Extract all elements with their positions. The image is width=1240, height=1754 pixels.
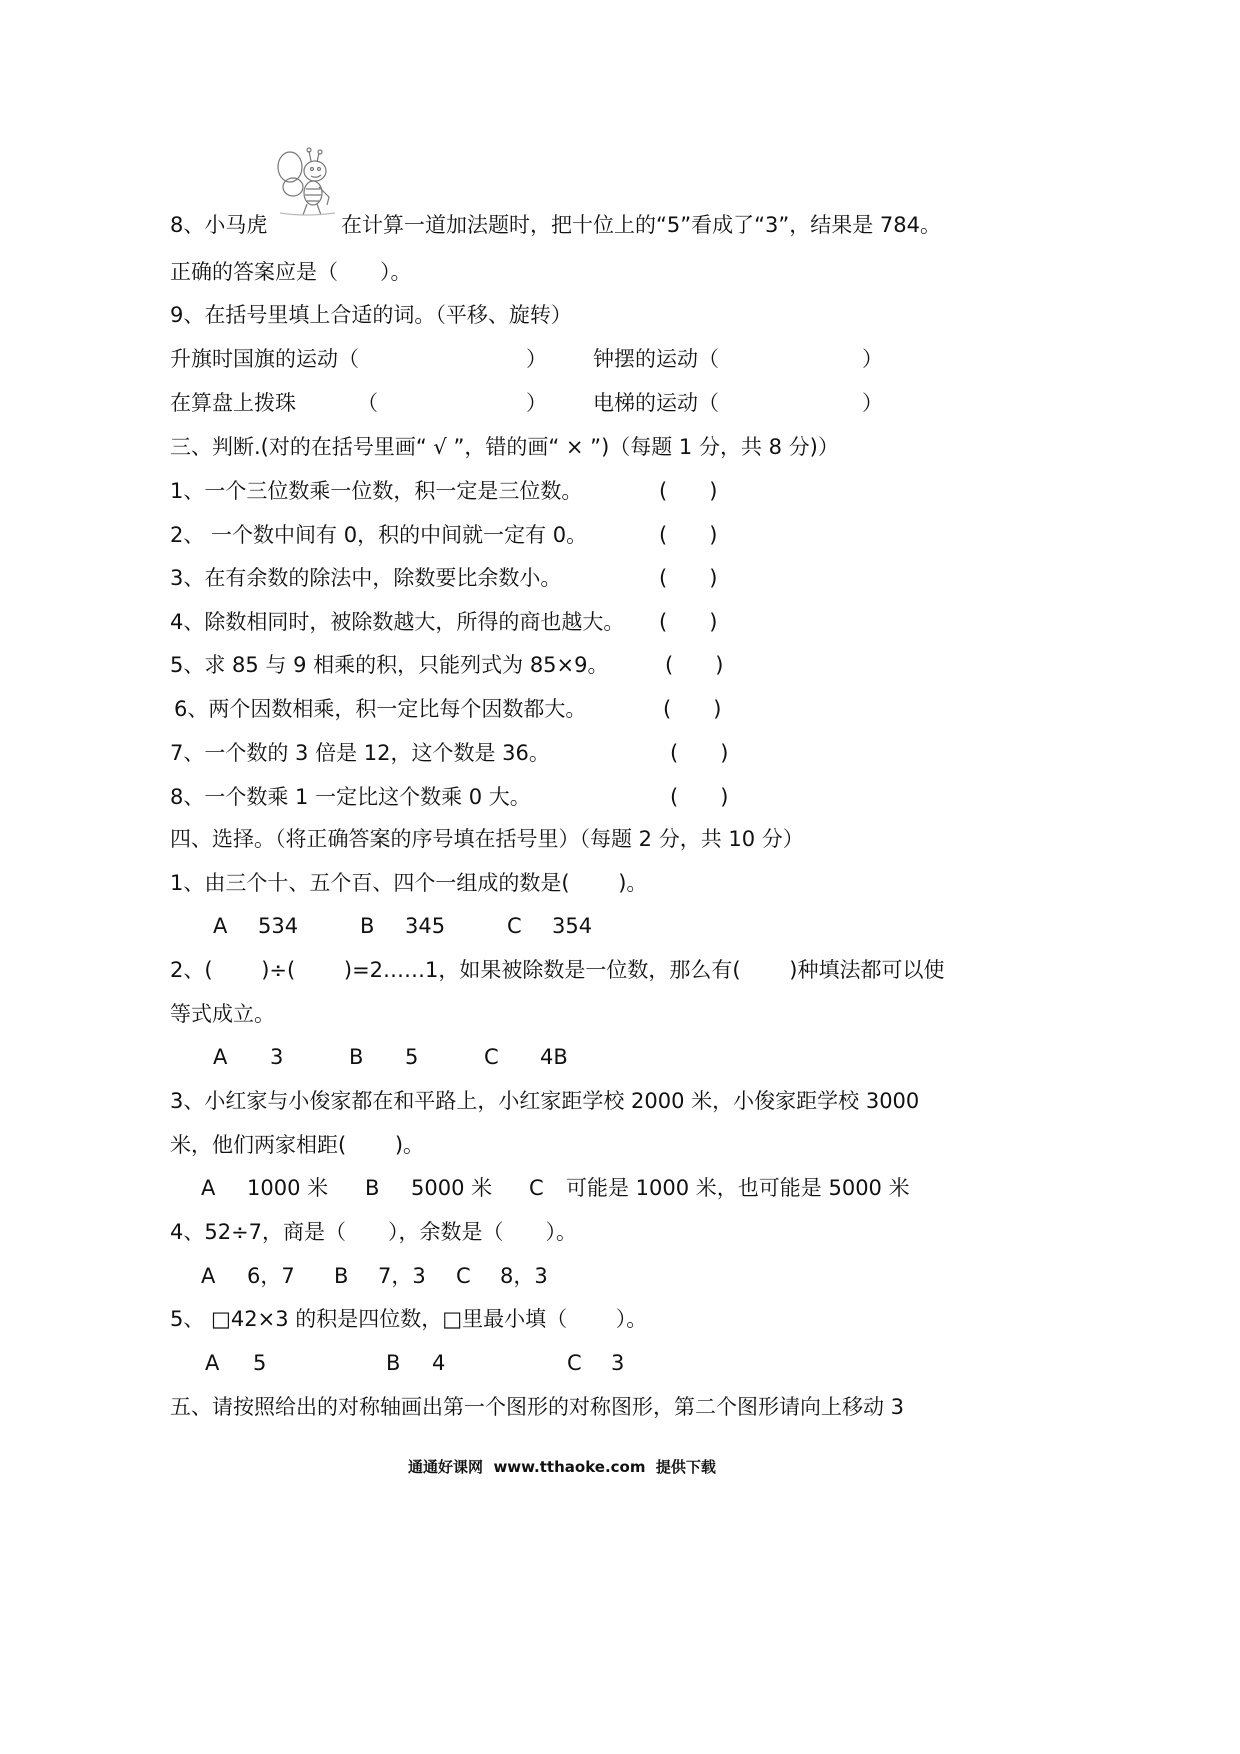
choice-q1-option-b-letter: B — [360, 914, 375, 938]
choice-q4-text: 4、52÷7，商是（ ），余数是（ ）。 — [170, 1220, 578, 1244]
choice-q4-option-c: 8，3 — [500, 1264, 548, 1288]
judge-item-4: 4、除数相同时，被除数越大，所得的商也越大。 — [170, 610, 625, 634]
page-footer: 通通好课网 www.tthaoke.com 提供下载 — [408, 1458, 716, 1476]
choice-q3-option-c-letter: C — [529, 1176, 544, 1200]
choice-q5-option-b-letter: B — [386, 1351, 401, 1375]
choice-q1-option-c: 354 — [552, 914, 593, 938]
choice-q2-option-c-letter: C — [484, 1045, 499, 1069]
choice-q3-text: 3、小红家与小俊家都在和平路上，小红家距学校 2000 米，小俊家距学校 3000 — [170, 1089, 920, 1113]
q9-item-elevator-close: ） — [862, 391, 883, 415]
choice-q4-option-b: 7，3 — [378, 1264, 426, 1288]
choice-q5-option-b: 4 — [432, 1351, 446, 1375]
choice-q2-option-b-letter: B — [349, 1045, 364, 1069]
choice-q2-text-2: 等式成立。 — [170, 1002, 275, 1026]
choice-q4-option-a: 6，7 — [247, 1264, 295, 1288]
q9-title: 9、在括号里填上合适的词。（平移、旋转） — [170, 303, 572, 327]
q9-item-abacus: 在算盘上拨珠 — [170, 391, 296, 415]
choice-q1-option-a: 534 — [258, 914, 299, 938]
choice-q3-option-a: 1000 米 — [247, 1176, 329, 1200]
judge-blank-5: ( ) — [665, 653, 724, 677]
q9-item-flag: 升旗时国旗的运动（ — [170, 347, 359, 371]
q8-label: 8、小马虎 — [170, 213, 268, 237]
judge-item-5: 5、求 85 与 9 相乘的积，只能列式为 85×9。 — [170, 653, 609, 677]
choice-q2-text: 2、( )÷( )=2……1，如果被除数是一位数，那么有( )种填法都可以使 — [170, 958, 945, 982]
judge-blank-4: ( ) — [659, 610, 718, 634]
choice-q5-option-c: 3 — [611, 1351, 625, 1375]
judge-item-1: 1、一个三位数乘一位数，积一定是三位数。 — [170, 479, 583, 503]
section5-title: 五、请按照给出的对称轴画出第一个图形的对称图形，第二个图形请向上移动 3 — [170, 1395, 905, 1419]
choice-q4-option-a-letter: A — [201, 1264, 216, 1288]
section3-title: 三、判断.(对的在括号里画“ √ ”，错的画“ × ”)（每题 1 分，共 8 分)） — [170, 435, 839, 459]
judge-blank-6: ( ) — [663, 697, 722, 721]
judge-blank-7: ( ) — [670, 741, 729, 765]
section4-title: 四、选择。（将正确答案的序号填在括号里）（每题 2 分，共 10 分） — [170, 827, 804, 851]
judge-blank-3: ( ) — [659, 566, 718, 590]
choice-q4-option-c-letter: C — [456, 1264, 471, 1288]
q9-item-elevator: 电梯的运动（ — [593, 391, 719, 415]
q9-item-abacus-close: ） — [526, 391, 547, 415]
judge-item-3: 3、在有余数的除法中，除数要比余数小。 — [170, 566, 562, 590]
judge-blank-1: ( ) — [659, 479, 718, 503]
choice-q2-option-c: 4B — [540, 1045, 568, 1069]
choice-q1-option-b: 345 — [405, 914, 446, 938]
choice-q4-option-b-letter: B — [334, 1264, 349, 1288]
choice-q1-option-a-letter: A — [213, 914, 228, 938]
q9-item-abacus-open: （ — [357, 391, 378, 415]
judge-item-2: 2、 一个数中间有 0，积的中间就一定有 0。 — [170, 523, 588, 547]
judge-item-8: 8、一个数乘 1 一定比这个数乘 0 大。 — [170, 785, 531, 809]
q8-line2: 正确的答案应是（ ）。 — [170, 260, 412, 284]
judge-item-7: 7、一个数的 3 倍是 12，这个数是 36。 — [170, 741, 550, 765]
choice-q2-option-a-letter: A — [213, 1045, 228, 1069]
judge-blank-2: ( ) — [659, 523, 718, 547]
bee-cartoon-image — [275, 147, 337, 219]
choice-q5-option-c-letter: C — [567, 1351, 582, 1375]
choice-q3-option-a-letter: A — [201, 1176, 216, 1200]
q9-item-pendulum-close: ） — [862, 347, 883, 371]
choice-q5-option-a: 5 — [253, 1351, 267, 1375]
judge-blank-8: ( ) — [670, 785, 729, 809]
choice-q2-option-b: 5 — [405, 1045, 419, 1069]
choice-q2-option-a: 3 — [270, 1045, 284, 1069]
choice-q5-text: 5、 □42×3 的积是四位数，□里最小填（ ）。 — [170, 1307, 648, 1331]
q9-item-flag-close: ） — [526, 347, 547, 371]
q8-text: 在计算一道加法题时，把十位上的“5”看成了“3”，结果是 784。 — [341, 213, 941, 237]
choice-q3-option-b-letter: B — [365, 1176, 380, 1200]
choice-q5-option-a-letter: A — [205, 1351, 220, 1375]
choice-q3-option-c: 可能是 1000 米，也可能是 5000 米 — [566, 1176, 910, 1200]
judge-item-6: 6、两个因数相乘，积一定比每个因数都大。 — [174, 697, 587, 721]
choice-q3-text-2: 米，他们两家相距( )。 — [170, 1133, 425, 1157]
choice-q1-option-c-letter: C — [507, 914, 522, 938]
choice-q3-option-b: 5000 米 — [411, 1176, 493, 1200]
choice-q1-text: 1、由三个十、五个百、四个一组成的数是( )。 — [170, 871, 648, 895]
q9-item-pendulum: 钟摆的运动（ — [593, 347, 719, 371]
